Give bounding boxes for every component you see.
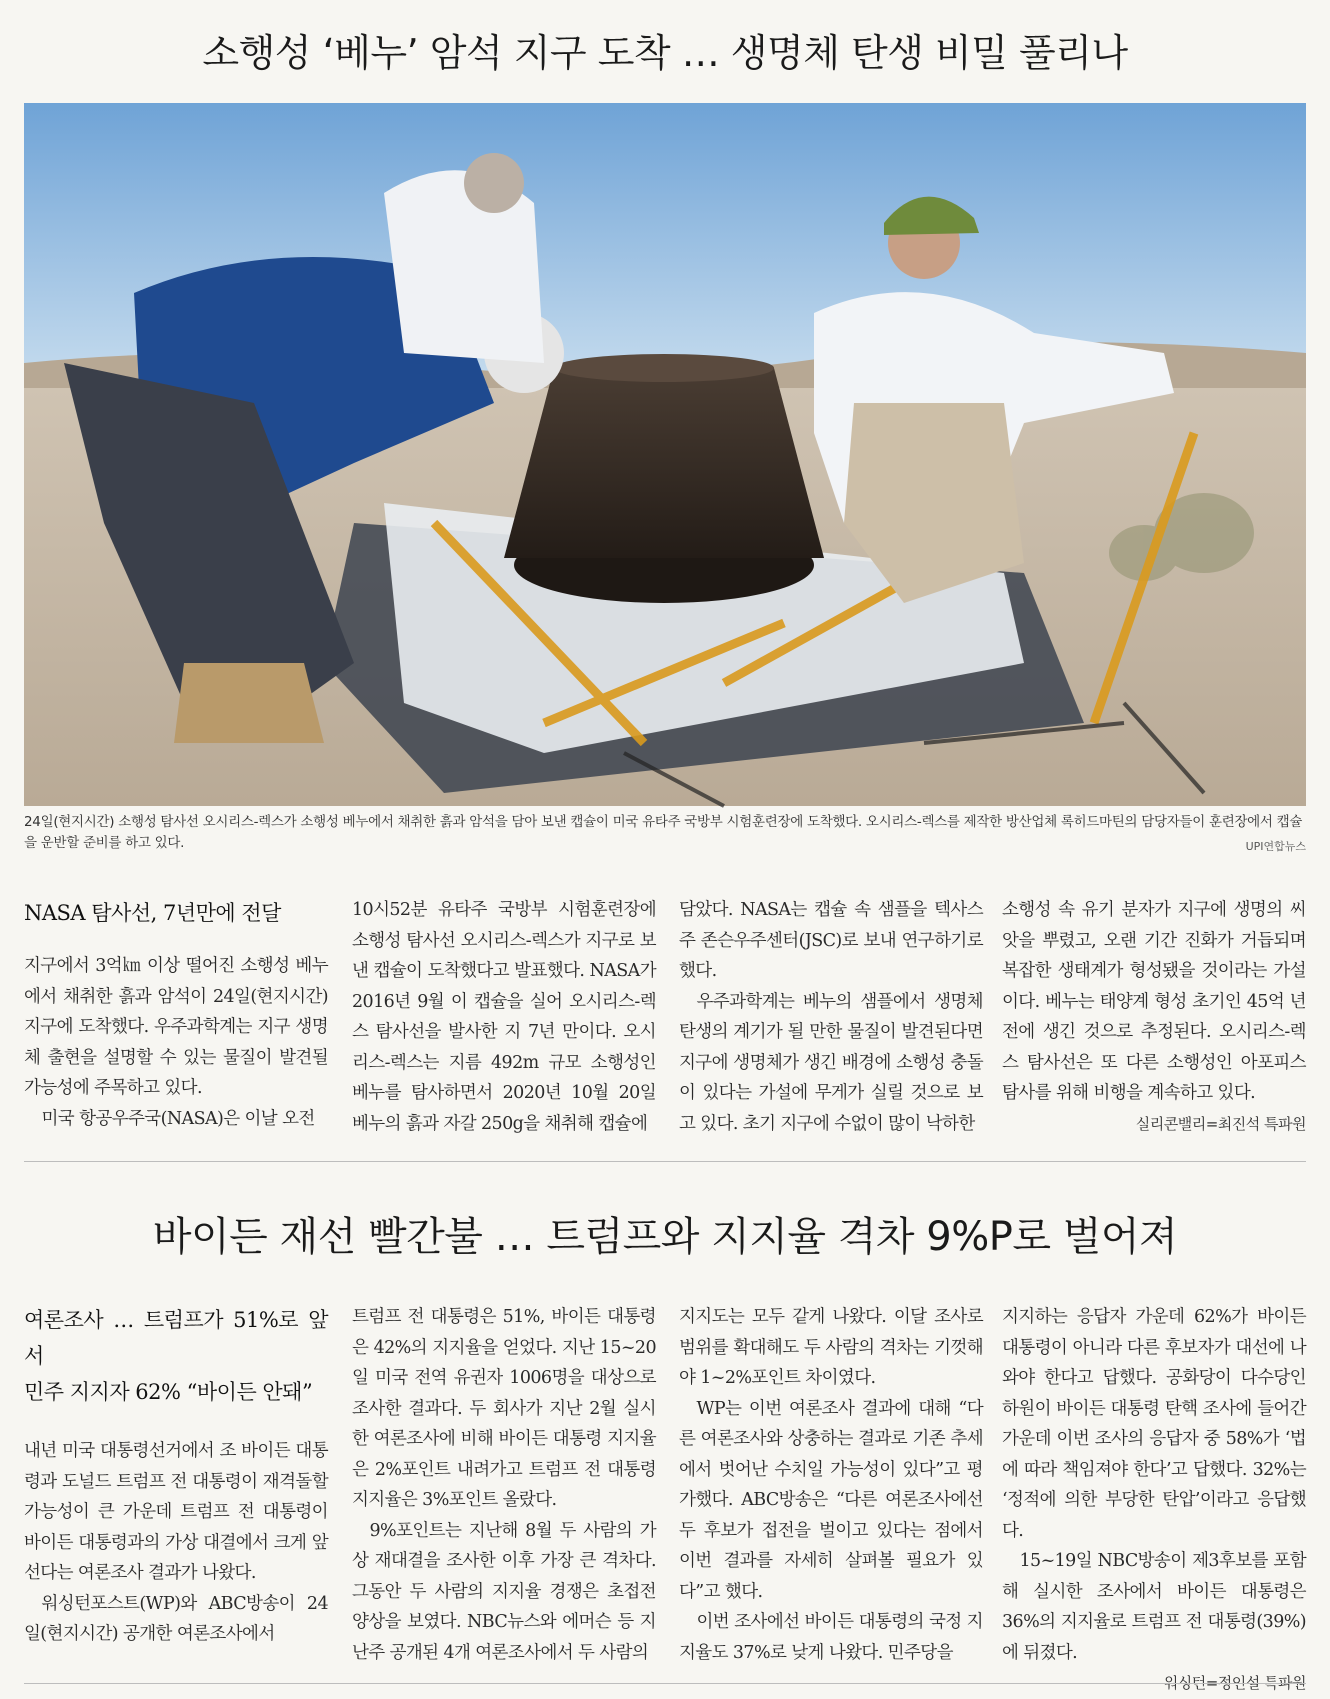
article1-paragraph: 담았다. NASA는 캡슐 속 샘플을 텍사스주 존슨우주센터(JSC)로 보내 연구하기로 했다. [679,900,983,981]
article1-column-1 [24,895,328,1134]
article2-paragraph: 지지하는 응답자 가운데 62%가 바이든 대통령이 아니라 다른 후보자가 대선에 나와야 한다고 답했다. 공화당이 다수당인 하원이 바이든 대통령 탄핵 조사에 들어간 가운데 이번 조사의 응답자 중 58%가 ‘법에 따라 책임져야 한다’고 답했다. 32%는 ‘정적에 의한 부당한 탄압’이라고 응답했다. [1002,1307,1306,1541]
article2-byline: 워싱턴=정인설 특파원 [1163,1674,1306,1692]
article2-subheadline [24,1302,328,1410]
article2-column-1 [24,1302,328,1650]
article1-paragraph: 소행성 속 유기 분자가 지구에 생명의 씨앗을 뿌렸고, 오랜 기간 진화가 거듭되며 복잡한 생태계가 형성됐을 것이라는 가설이다. 베누는 태양계 형성 초기인 45억 년 전에 생긴 것으로 추정된다. 오시리스-렉스 탐사선은 또 다른 소행성인 아포피스 탐사를 위해 비행을 계속하고 있다. [1002,900,1306,1103]
article2-paragraph: 지지도는 모두 같게 나왔다. 이달 조사로 범위를 확대해도 두 사람의 격차는 기껏해야 1~2%포인트 차이였다. [679,1307,983,1388]
article1-paragraph: 지구에서 3억㎞ 이상 떨어진 소행성 베누에서 채취한 흙과 암석이 24일(현지시간) 지구에 도착했다. 우주과학계는 지구 생명체 출현을 설명할 수 있는 물질이 발견될 가능성에 주목하고 있다. [24,956,328,1098]
article2-subheadline-line2: 민주 지지자 62% “바이든 안돼” [24,1380,313,1404]
article2-paragraph: 트럼프 전 대통령은 51%, 바이든 대통령은 42%의 지지율을 얻었다. 지난 15~20일 미국 전역 유권자 1006명을 대상으로 조사한 결과다. 두 회사가 지난 2월 실시한 여론조사에 비해 바이든 대통령 지지율은 2%포인트 내려가고 트럼프 전 대통령 지지율은 3%포인트 올랐다. [352,1307,656,1510]
article1-headline: 소행성 ‘베누’ 암석 지구 도착 … 생명체 탄생 비밀 풀리나 [202,31,1128,75]
article2-paragraph: 15~19일 NBC방송이 제3후보를 포함해 실시한 조사에서 바이든 대통령은 36%의 지지율로 트럼프 전 대통령(39%)에 뒤졌다. [1002,1551,1306,1663]
article1-subheadline: NASA 탐사선, 7년만에 전달 [24,901,281,925]
article2-column-4 [1002,1302,1306,1692]
article2-column-2 [352,1302,656,1668]
article1-column-4 [1002,895,1306,1139]
photo-credit: UPI연합뉴스 [1245,840,1306,853]
article2-paragraph: 9%포인트는 지난해 8월 두 사람의 가상 재대결을 조사한 이후 가장 큰 격차다. 그동안 두 사람의 지지율 경쟁은 초접전 양상을 보였다. NBC뉴스와 에머슨 등 지난주 공개된 4개 여론조사에서 두 사람의 [352,1520,656,1663]
section-divider [24,1161,1306,1162]
photo-caption: 24일(현지시간) 소행성 탐사선 오시리스-렉스가 소행성 베누에서 채취한 흙과 암석을 담아 보낸 캡슐이 미국 유타주 국방부 시험훈련장에 도착했다. 오시리스-렉스를 제작한 방산업체 록히드마틴의 담당자들이 훈련장에서 캡슐을 운반할 준비를 하고 있다. [24,814,1303,851]
bottom-rule [24,1683,1306,1684]
article2-paragraph: WP는 이번 여론조사 결과에 대해 “다른 여론조사와 상충하는 결과로 기존 추세에서 벗어난 수치일 가능성이 있다”고 평가했다. ABC방송은 “다른 여론조사에선 두 후보가 접전을 벌이고 있다는 점에서 이번 결과를 자세히 살펴볼 필요가 있다”고 했다. [679,1398,983,1602]
article1-column-2 [352,895,656,1139]
article2-paragraph: 내년 미국 대통령선거에서 조 바이든 대통령과 도널드 트럼프 전 대통령이 재격돌할 가능성이 큰 가운데 트럼프 전 대통령이 바이든 대통령과의 가상 대결에서 크게 앞선다는 여론조사 결과가 나왔다. [24,1441,328,1583]
article1-paragraph: 우주과학계는 베누의 샘플에서 생명체 탄생의 계기가 될 만한 물질이 발견된다면 지구에 생명체가 생긴 배경에 소행성 충돌이 있다는 가설에 무게가 실릴 것으로 보고 있다. 초기 지구에 수없이 많이 낙하한 [679,991,983,1134]
article1-paragraph: 10시52분 유타주 국방부 시험훈련장에 소행성 탐사선 오시리스-렉스가 지구로 보낸 캡슐이 도착했다고 발표했다. NASA가 2016년 9월 이 캡슐을 실어 오시리스-렉스 탐사선을 발사한 지 7년 만이다. 오시리스-렉스는 지름 492m 규모 소행성인 베누를 탐사하면서 2020년 10월 20일 베누의 흙과 자갈 250g을 채취해 캡슐에 [352,900,656,1134]
article2-subheadline-line1: 여론조사 … 트럼프가 51%로 앞서 [24,1308,328,1368]
article1-paragraph: 미국 항공우주국(NASA)은 이날 오전 [41,1108,315,1129]
article1-column-3 [679,895,983,1139]
article2-paragraph: 워싱턴포스트(WP)와 ABC방송이 24일(현지시간) 공개한 여론조사에서 [24,1593,328,1644]
article1-byline: 실리콘밸리=최진석 특파원 [1135,1114,1306,1133]
capsule-recovery-photo [24,103,1306,806]
article2-paragraph: 이번 조사에선 바이든 대통령의 국정 지지율도 37%로 낮게 나왔다. 민주당을 [679,1612,983,1663]
article2-column-3 [679,1302,983,1668]
article2-headline: 바이든 재선 빨간불 … 트럼프와 지지율 격차 9%P로 벌어져 [152,1214,1178,1260]
